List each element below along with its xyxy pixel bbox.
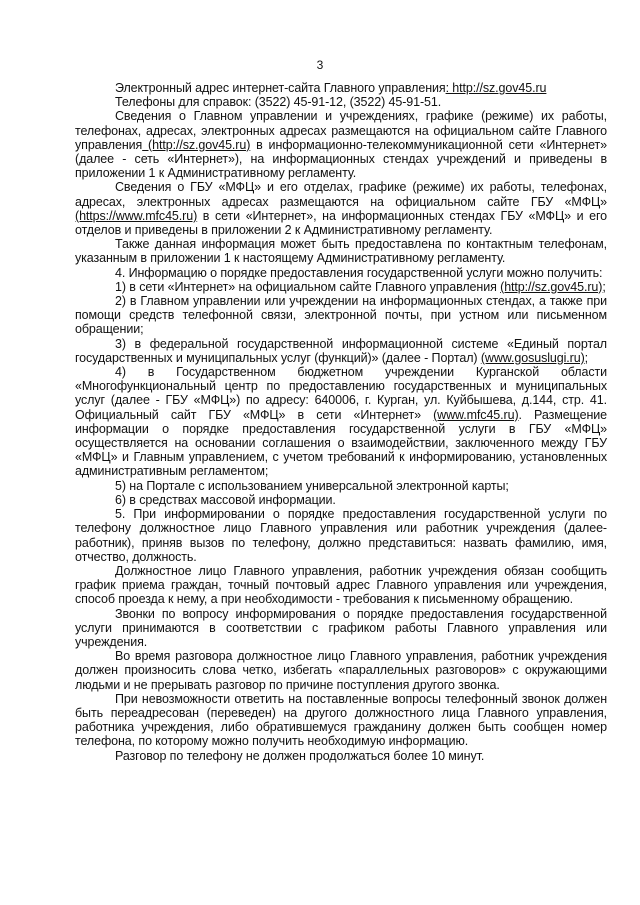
paragraph-text: Во время разговора должностное лицо Главного управления, работник учреждения должен произносить слова четко, избегать «параллельных разговоров» с окружающими людьми и не прерывать разговор по причине поступления другого звонка.: [75, 649, 607, 692]
paragraph-text: 4) в Государственном бюджетном учреждении Курганской области «Многофункциональный центр по предоставлению государственных и муниципальных услуг (далее - ГБУ «МФЦ») по адресу: 640006, г. Курган, ул. Куйбышева, д.144, стр. 41. Официальный сайт ГБУ «МФЦ» в сети «Интернет»: [75, 365, 607, 422]
paragraph-text: Должностное лицо Главного управления, работник учреждения обязан сообщить график приема граждан, точный почтовый адрес Главного управления или учреждения, способ проезда к нему, а при необходимости - требования к письменному обращению.: [75, 563, 607, 607]
paragraph-text: Сведения о Главном управлении и учреждениях, графике (режиме) их работы, телефонах, адресах, электронных адресах размещаются на официальном сайте Главного управления: [75, 109, 607, 152]
paragraph-text: 5. При информировании о порядке предоставления государственной услуги по телефону должностное лицо Главного управления или работник учреждения (далее-работник), приняв вызов по телефону, должно представиться: назвать фамилию, имя, отчество, должность.: [75, 507, 607, 564]
paragraph: [75, 564, 607, 607]
paragraph-text: 1) в сети «Интернет» на официальном сайте Главного управления: [115, 279, 501, 294]
paragraph: [75, 294, 607, 337]
paragraph: [75, 337, 607, 365]
hyperlink-text: (www.gosuslugi.ru): [480, 350, 585, 365]
paragraph-text: . Размещение информации о порядке предоставления государственной услуги в ГБУ «МФЦ» осуществляется на основании соглашения о взаимодействии, заключенного между ГБУ «МФЦ» и Главным управлением, с учетом требований к информированию, установленных административным регламентом;: [75, 407, 607, 479]
paragraph-text: Звонки по вопросу информирования о порядке предоставления государственной услуги принимаются в соответствии с графиком работы Главного управления или учреждения.: [75, 606, 607, 649]
paragraph: [75, 95, 607, 109]
paragraph-text: Электронный адрес интернет-сайта Главного управления: [115, 81, 446, 95]
paragraph: [75, 109, 607, 180]
paragraph-text: в сети «Интернет», на информационных стендах ГБУ «МФЦ» и его отделов и приведены в приложении 2 к Административному регламенту.: [75, 208, 607, 238]
paragraph: [75, 649, 607, 692]
paragraph-text: ;: [584, 350, 589, 365]
hyperlink-text: (http://sz.gov45.ru): [142, 137, 251, 152]
paragraph-text: Разговор по телефону не должен продолжаться более 10 минут.: [115, 748, 485, 763]
paragraph-text: При невозможности ответить на поставленные вопросы телефонный звонок должен быть переадресован (переведен) на другого должностного лица Главного управления, работника учреждения, либо обратившемуся гражданину должен быть сообщен номер телефона, по которому можно получить необходимую информацию.: [75, 691, 607, 749]
paragraph: [75, 507, 607, 564]
paragraph: [75, 237, 607, 265]
paragraph-text: 5) на Портале с использованием универсальной электронной карты;: [115, 478, 509, 493]
hyperlink-text: (www.mfc45.ru): [433, 407, 519, 422]
document-body: [75, 81, 607, 763]
hyperlink-text: : http://sz.gov45.ru: [445, 81, 547, 95]
page-number: 3: [316, 58, 324, 72]
paragraph-text: 6) в средствах массовой информации.: [115, 492, 336, 507]
hyperlink-text: (http://sz.gov45.ru): [500, 279, 603, 294]
paragraph-text: Сведения о ГБУ «МФЦ» и его отделах, графике (режиме) их работы, телефонах, адресах, электронных адресах размещаются на официальном сайте ГБУ «МФЦ»: [75, 180, 607, 209]
paragraph: [75, 493, 607, 507]
paragraph: [75, 180, 607, 237]
paragraph: [75, 479, 607, 493]
paragraph-text: 3) в федеральной государственной информационной системе «Единый портал государственных и муниципальных услуг (функций)» (далее - Портал): [75, 336, 607, 365]
paragraph-text: в информационно-телекоммуникационной сети «Интернет» (далее - сеть «Интернет»), на информационных стендах учреждений и приведены в приложении 1 к Административному регламенту.: [75, 137, 607, 181]
paragraph: [75, 607, 607, 650]
paragraph: [75, 81, 607, 95]
paragraph: [75, 365, 607, 479]
paragraph: [75, 692, 607, 749]
paragraph: [75, 266, 607, 280]
paragraph-text: ;: [602, 279, 606, 294]
paragraph: [75, 749, 607, 763]
paragraph-text: 4. Информацию о порядке предоставления государственной услуги можно получить:: [115, 265, 603, 280]
paragraph-text: Также данная информация может быть предоставлена по контактным телефонам, указанным в приложении 1 к настоящему Административному регламенту.: [75, 237, 607, 266]
paragraph-text: Телефоны для справок: (3522) 45-91-12, (3522) 45-91-51.: [115, 95, 442, 110]
paragraph: [75, 280, 607, 294]
hyperlink-text: (https://www.mfc45.ru): [75, 208, 198, 223]
paragraph-text: 2) в Главном управлении или учреждении на информационных стендах, а также при помощи средств телефонной связи, электронной почты, при устном или письменном обращении;: [75, 294, 607, 337]
